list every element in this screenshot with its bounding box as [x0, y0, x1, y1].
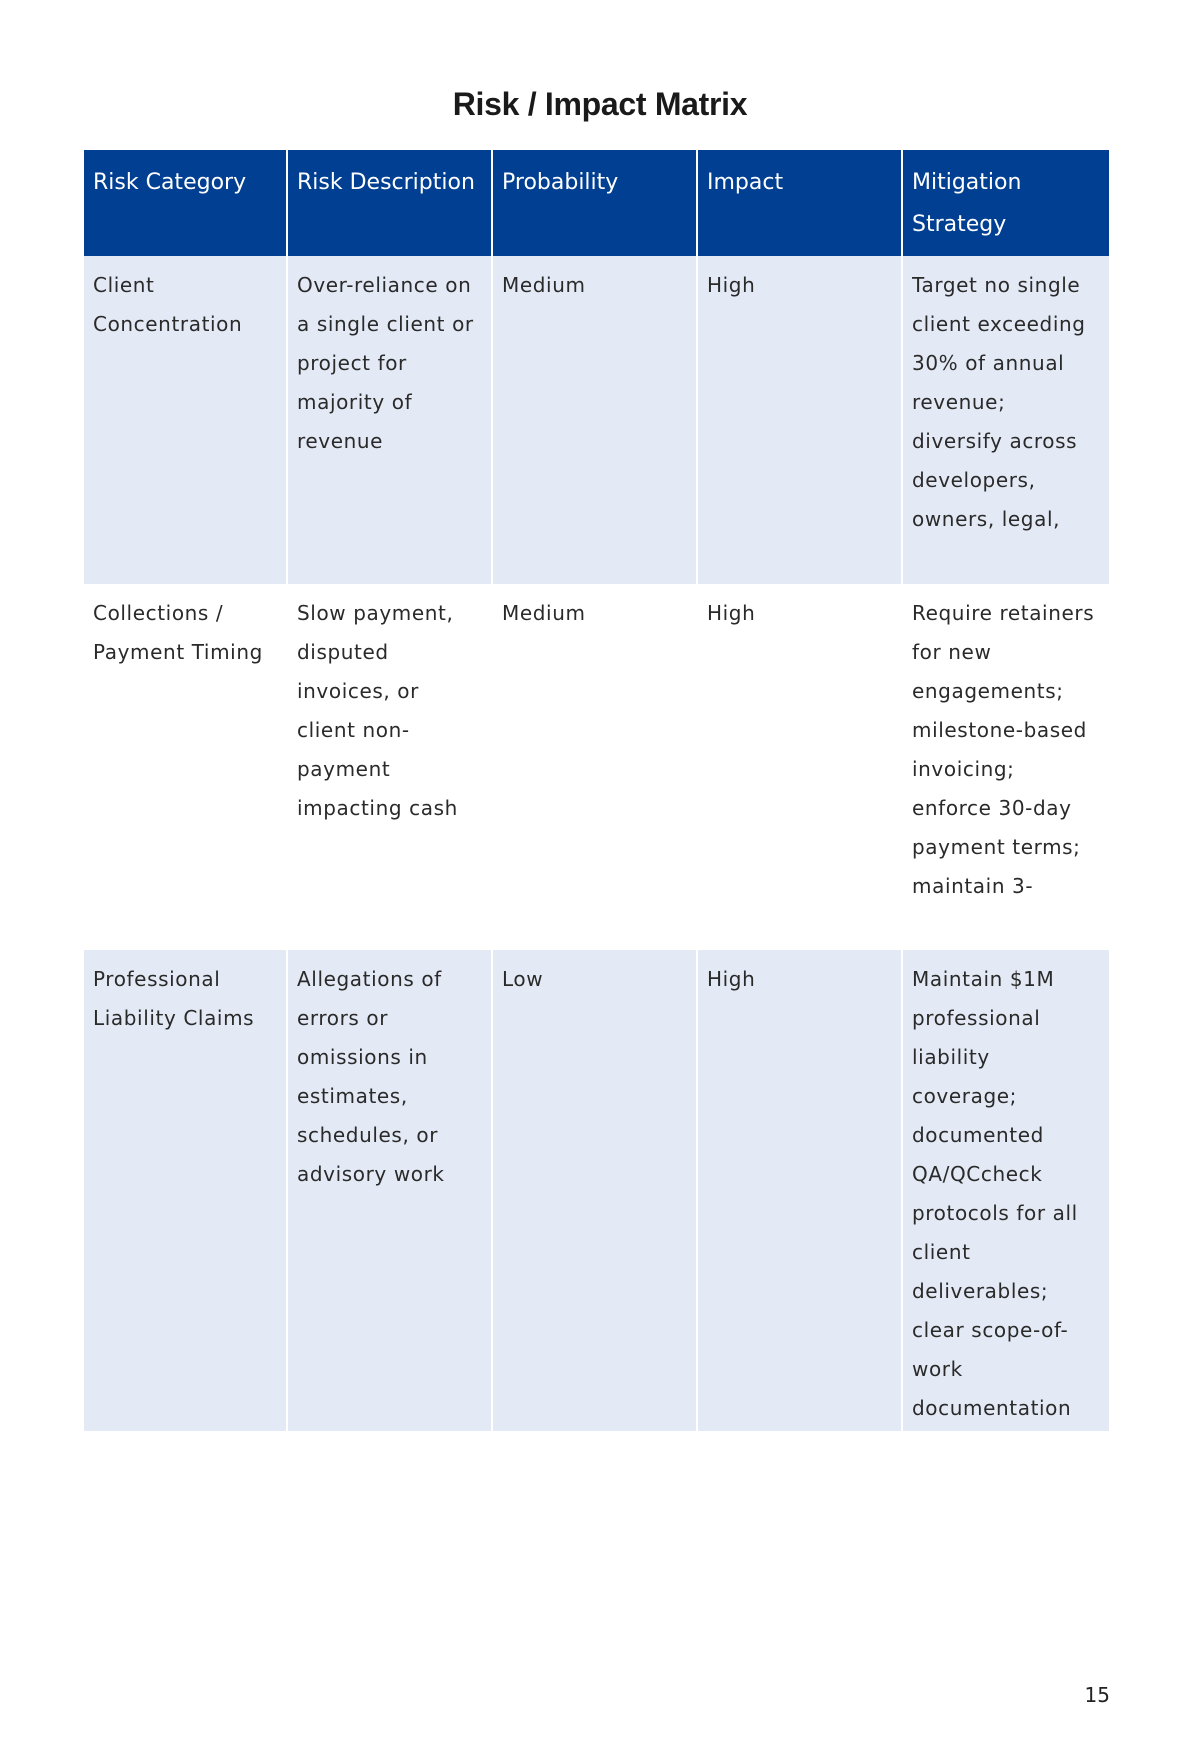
risk-impact-table [84, 150, 1109, 1431]
cell-probability-text: Medium [502, 273, 586, 297]
cell-probability [492, 256, 697, 584]
cell-probability [492, 950, 697, 1431]
cell-mitigation-text: Maintain $1M professional liability coverage; documented QA/QCcheck protocols for all client deliverables; clear scope-of-work documentation [912, 967, 1078, 1420]
cell-description [287, 256, 492, 584]
cell-description-text: Allegations of errors or omissions in estimates, schedules, or advisory work [297, 967, 445, 1186]
table-row [84, 950, 1109, 1431]
cell-mitigation-text: Target no single client exceeding 30% of annual revenue; diversify across developers, owners, legal, [912, 273, 1086, 531]
cell-description-text: Slow payment, disputed invoices, or client non-payment impacting cash [297, 601, 458, 820]
page-number: 15 [1084, 1683, 1110, 1707]
cell-mitigation-text: Require retainers for new engagements; milestone-based invoicing; enforce 30-day payment terms; maintain 3- [912, 601, 1095, 898]
cell-mitigation [902, 256, 1109, 584]
cell-category-text: Collections / Payment Timing [93, 601, 263, 664]
cell-impact [697, 256, 902, 584]
cell-impact [697, 584, 902, 950]
table-row [84, 256, 1109, 584]
header-risk-category: Risk Category [84, 150, 287, 256]
cell-impact-text: High [707, 601, 756, 625]
cell-impact-text: High [707, 967, 756, 991]
page-title: Risk / Impact Matrix [452, 86, 748, 122]
header-probability: Probability [492, 150, 697, 256]
table-row [84, 584, 1109, 950]
cell-description-text: Over-reliance on a single client or project for majority of revenue [297, 273, 474, 453]
cell-mitigation [902, 584, 1109, 950]
cell-impact-text: High [707, 273, 756, 297]
cell-description [287, 584, 492, 950]
cell-category [84, 584, 287, 950]
table-header-row [84, 150, 1109, 256]
header-mitigation-strategy: Mitigation Strategy [902, 150, 1109, 256]
header-impact: Impact [697, 150, 902, 256]
cell-probability-text: Low [502, 967, 544, 991]
cell-category-text: Client Concentration [93, 273, 243, 336]
cell-probability [492, 584, 697, 950]
cell-description [287, 950, 492, 1431]
cell-impact [697, 950, 902, 1431]
cell-category [84, 950, 287, 1431]
header-risk-description: Risk Description [287, 150, 492, 256]
cell-category [84, 256, 287, 584]
cell-category-text: Professional Liability Claims [93, 967, 255, 1030]
cell-mitigation [902, 950, 1109, 1431]
cell-probability-text: Medium [502, 601, 586, 625]
